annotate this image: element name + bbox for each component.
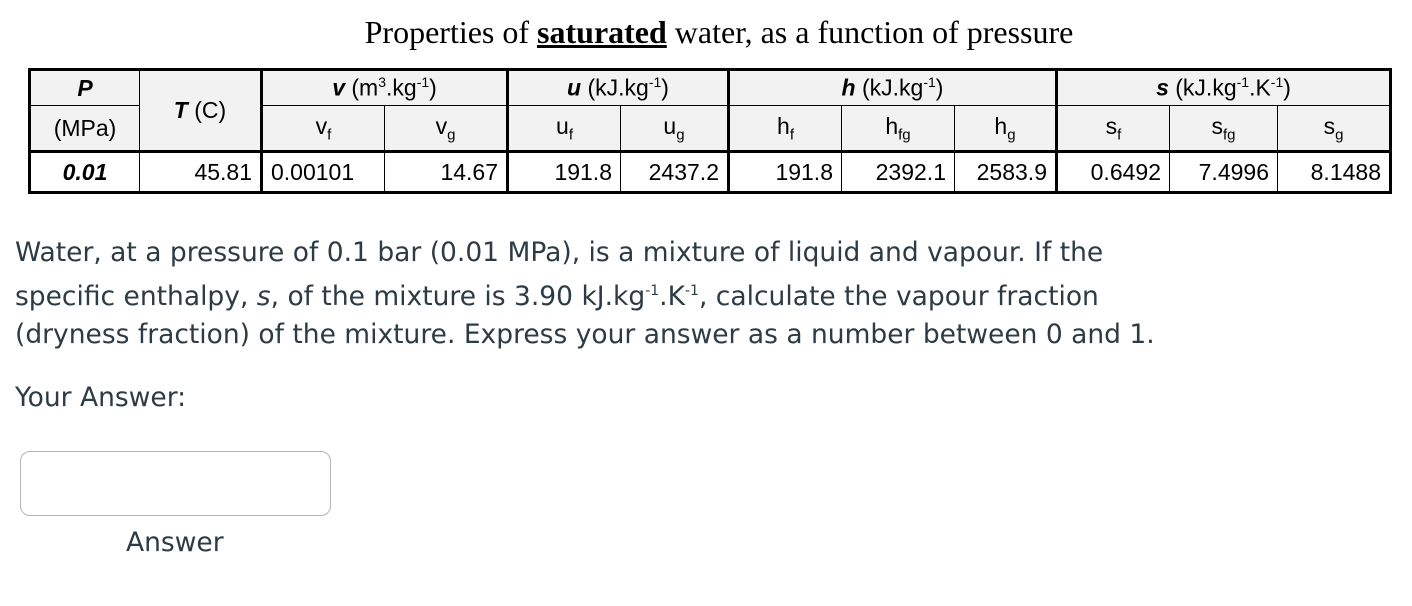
cell-sf: 0.6492 <box>1057 152 1170 193</box>
cell-hfg: 2392.1 <box>842 152 955 193</box>
header-hfg: $h_{fg}$ <box>842 106 955 152</box>
header-uf: $u_f$ <box>508 106 621 152</box>
your-answer-label: Your Answer: <box>15 382 187 413</box>
cell-vg: 14.67 <box>385 152 508 193</box>
header-sf: $s_f$ <box>1057 106 1170 152</box>
answer-input[interactable] <box>20 451 331 516</box>
title-emphasis: saturated <box>537 14 667 50</box>
header-ug: $u_g$ <box>621 106 729 152</box>
header-hf: $h_f$ <box>729 106 842 152</box>
header-sg: $s_g$ <box>1278 106 1391 152</box>
question-text: Water, at a pressure of 0.1 bar (0.01 MPa), is a mixture of liquid and vapour. If the specific enthalpy, s, of the mixture is 3.90 $kJ.kg^{-1}.K^{-1}$, calculate the vapour fraction (dryness fraction) of the mixture. Express your answer as a number between 0 and 1. <box>15 237 1155 350</box>
table-row <box>30 152 1391 193</box>
header-s: s $(kJ.kg^{-1}.K^{-1})$ <box>1057 70 1391 106</box>
cell-sfg: 7.4996 <box>1170 152 1278 193</box>
header-t: T (C) <box>140 70 262 152</box>
question-symbol: s <box>256 280 271 312</box>
header-hg: $h_g$ <box>955 106 1057 152</box>
cell-t: 45.81 <box>140 152 262 193</box>
saturated-water-table <box>28 68 1392 194</box>
cell-hf: 191.8 <box>729 152 842 193</box>
header-vf: $v_f$ <box>262 106 385 152</box>
table-title: Properties of saturated water, as a function of pressure <box>364 14 1074 50</box>
header-v: v $(m^3.kg^{-1})$ <box>262 70 508 106</box>
header-h: h $(kJ.kg^{-1})$ <box>729 70 1057 106</box>
cell-sg: 8.1488 <box>1278 152 1391 193</box>
cell-vf: 0.00101 <box>262 152 385 193</box>
header-p-unit: (MPa) <box>30 106 140 152</box>
cell-p: 0.01 <box>30 152 140 193</box>
header-p: P <box>30 70 140 106</box>
cell-uf: 191.8 <box>508 152 621 193</box>
header-vg: $v_g$ <box>385 106 508 152</box>
cell-ug: 2437.2 <box>621 152 729 193</box>
header-sfg: $s_{fg}$ <box>1170 106 1278 152</box>
header-u: u $(kJ.kg^{-1})$ <box>508 70 729 106</box>
answer-field-label: Answer <box>126 527 224 558</box>
cell-hg: 2583.9 <box>955 152 1057 193</box>
